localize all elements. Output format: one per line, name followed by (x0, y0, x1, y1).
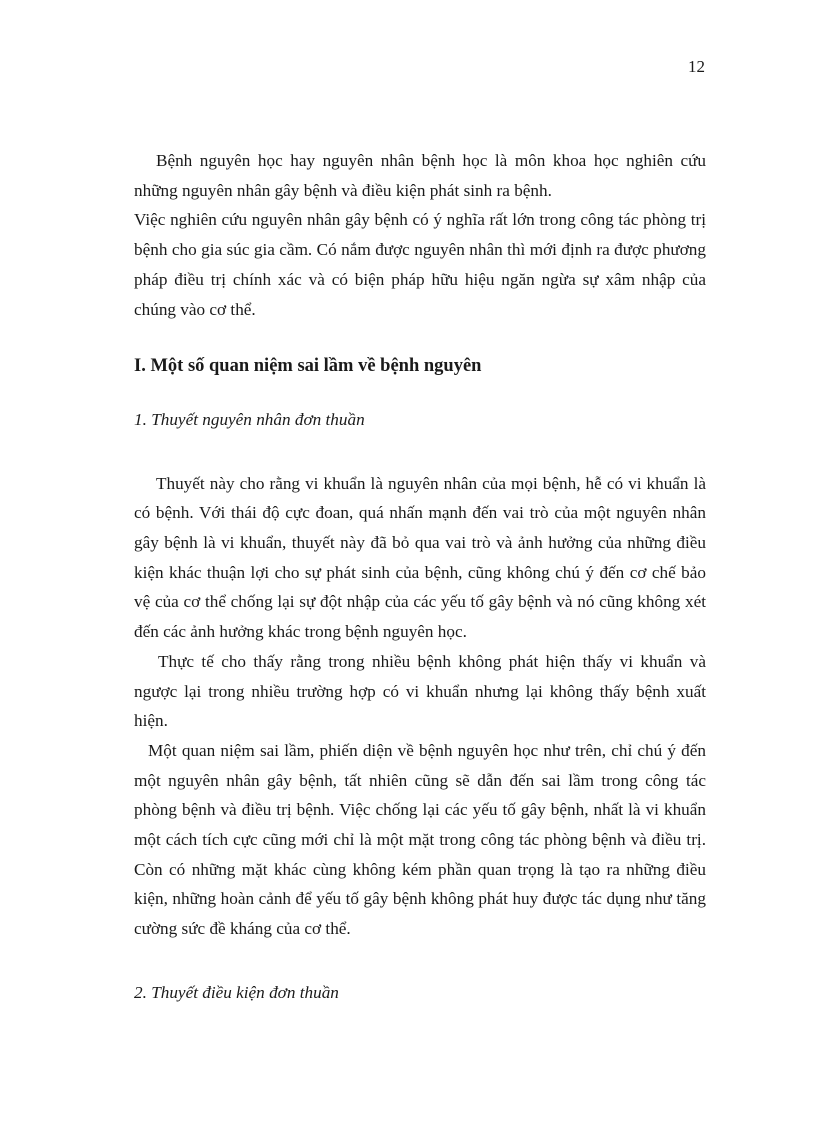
page-number: 12 (688, 57, 705, 76)
subsection-title-2: 2. Thuyết điều kiện đơn thuần (134, 982, 339, 1002)
intro-paragraph-1: Bệnh nguyên học hay nguyên nhân bệnh học là môn khoa học nghiên cứu những nguyên nhân gây bệnh và điều kiện phát sinh ra bệnh. (134, 151, 706, 200)
subsection-title-1: 1. Thuyết nguyên nhân đơn thuần (134, 409, 365, 429)
body-paragraph-1: Thuyết này cho rằng vi khuẩn là nguyên nhân của mọi bệnh, hễ có vi khuẩn là có bệnh. Với thái độ cực đoan, quá nhấn mạnh đến vai trò của một nguyên nhân gây bệnh là vi khuẩn, thuyết này đã bỏ qua vai trò và ảnh hưởng của những điều kiện khác thuận lợi cho sự phát sinh của bệnh, cũng không chú ý đến cơ chế bảo vệ của cơ thể chống lại sự đột nhập của các yếu tố gây bệnh và nó cũng không xét đến các ảnh hưởng khác trong bệnh nguyên học. (134, 473, 706, 642)
document-body (134, 146, 706, 1008)
section-heading: I. Một số quan niệm sai lầm về bệnh nguyên (134, 356, 482, 377)
body-paragraph-3: Một quan niệm sai lầm, phiến diện về bệnh nguyên học như trên, chỉ chú ý đến một nguyên nhân gây bệnh, tất nhiên cũng sẽ dẫn đến sai lầm trong công tác phòng bệnh và điều trị bệnh. Việc chống lại các yếu tố gây bệnh, nhất là vi khuẩn một cách tích cực cũng mới chỉ là một mặt trong công tác phòng bệnh và điều trị. Còn có những mặt khác cùng không kém phần quan trọng là tạo ra những điều kiện, những hoàn cảnh để yếu tố gây bệnh không phát huy được tác dụng như tăng cường sức đề kháng của cơ thể. (134, 740, 706, 939)
body-paragraph-2: Thực tế cho thấy rằng trong nhiều bệnh không phát hiện thấy vi khuẩn và ngược lại trong nhiều trường hợp có vi khuẩn nhưng lại không thấy bệnh xuất hiện. (134, 651, 706, 731)
intro-paragraph-2: Việc nghiên cứu nguyên nhân gây bệnh có ý nghĩa rất lớn trong công tác phòng trị bệnh cho gia súc gia cầm. Có nắm được nguyên nhân thì mới định ra được phương pháp điều trị chính xác và có biện pháp hữu hiệu ngăn ngừa sự xâm nhập của chúng vào cơ thể. (134, 210, 706, 319)
